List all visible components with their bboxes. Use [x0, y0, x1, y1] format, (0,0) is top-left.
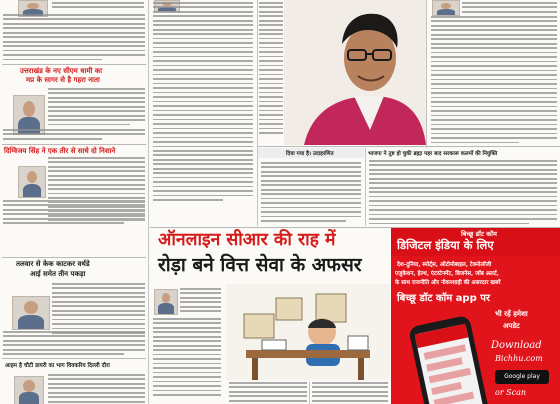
divider	[2, 358, 146, 359]
thumb-photo-3	[18, 166, 46, 198]
text-block	[180, 288, 221, 315]
ad-text-3: के साथ राजनीति और नौकरशाही की असरदार खबरें	[395, 280, 501, 286]
headline-cake-2: आई समेत तीन पकड़ा	[30, 270, 86, 278]
column-rule	[309, 382, 310, 404]
text-block	[259, 2, 283, 137]
headline-cm-dhami-2: मप्र के सागर से है गहरा नाता	[26, 76, 100, 84]
ad-or-scan: or Scan	[495, 388, 527, 397]
ad-download: Download	[491, 340, 542, 351]
boxed-story-1-title: दिया गया है। उदाहरणित	[286, 151, 334, 157]
right-top-column	[428, 0, 560, 145]
ad-app-line: बिच्छू डॉट कॉम app पर	[397, 293, 490, 304]
ad-update-word: अपडेट	[503, 322, 520, 330]
divider	[2, 64, 146, 65]
ad-text-2: एजुकेशन, हेल्थ, एंटरटेनमेंट, बिजनेस, जॉब अलर्ट,	[395, 271, 499, 277]
left-column	[0, 0, 148, 404]
thumb-photo-4	[12, 296, 50, 330]
ad-title: डिजिटल इंडिया के लिए	[397, 238, 494, 252]
ad-update-line: भी रहें हमेशा	[495, 310, 528, 318]
text-block	[52, 2, 144, 11]
ad-url[interactable]: Bichhu.com	[495, 354, 543, 363]
official-portrait-photo	[284, 0, 426, 145]
divider	[2, 144, 146, 145]
boxed-story-2	[366, 148, 560, 226]
main-headline-text-1: ऑनलाइन सीआर की राह में	[158, 230, 336, 250]
text-block	[153, 318, 221, 399]
text-block	[3, 200, 145, 227]
text-block	[462, 2, 557, 15]
bichhu-app-advertisement[interactable]	[391, 228, 560, 404]
main-headline-line-1	[158, 231, 336, 249]
text-block	[3, 14, 145, 63]
middle-top-column-b	[258, 0, 284, 145]
main-story-text-col-2	[229, 382, 307, 404]
main-headline-text-2: रोड़ा बने वित्त सेवा के अफसर	[158, 254, 362, 276]
main-headline-line-2	[158, 256, 362, 276]
google-play-button[interactable]: Google play	[495, 370, 549, 384]
text-block	[431, 16, 557, 145]
text-block	[3, 331, 145, 358]
phone-screen	[415, 324, 485, 404]
text-block	[48, 88, 145, 128]
main-story-text-col-3	[312, 382, 388, 404]
divider	[2, 257, 146, 258]
text-block	[52, 283, 145, 337]
middle-top-column-a	[150, 0, 256, 226]
thumb-photo-5	[14, 376, 44, 404]
boxed-story-1	[258, 148, 364, 226]
divider	[258, 146, 560, 147]
main-story-byline-col	[150, 284, 224, 404]
ad-top-label: बिच्छू डॉट कॉम	[461, 230, 497, 238]
text-block	[153, 2, 253, 204]
cartoon-officer-illustration	[226, 284, 390, 380]
headline-diary: आहम है चौटी डायरी का भाग विवकरिय दिल्ली दौरा	[5, 363, 110, 369]
text-block	[369, 160, 557, 226]
text-block	[48, 374, 145, 404]
text-block	[261, 162, 361, 225]
portrait-illustration	[284, 0, 426, 145]
column-rule	[148, 0, 149, 404]
text-block	[3, 129, 145, 142]
headline-cake: तलवार से केक काटकर वर्थडे	[16, 260, 90, 268]
headline-cm-dhami: उत्तराखंड के नए सीएम धामी का	[20, 67, 103, 75]
thumb-photo-7	[432, 0, 460, 16]
ad-text-1: देश-दुनिया, स्पोर्ट्स, ऑटोमोबाइल, टेक्नोलॉजी	[397, 262, 492, 268]
reporter-photo	[154, 289, 178, 315]
boxed-story-2-title: भाजपा ने तुष्ट हो चुकी ब्रह्मा पहर बाद सरकारू कलमों की नियुक्ति	[368, 151, 498, 157]
phone-mockup	[408, 315, 492, 404]
headline-digvijay: दिग्विजय सिंह ने एक तीर से साधे दो निशाने	[4, 147, 116, 155]
